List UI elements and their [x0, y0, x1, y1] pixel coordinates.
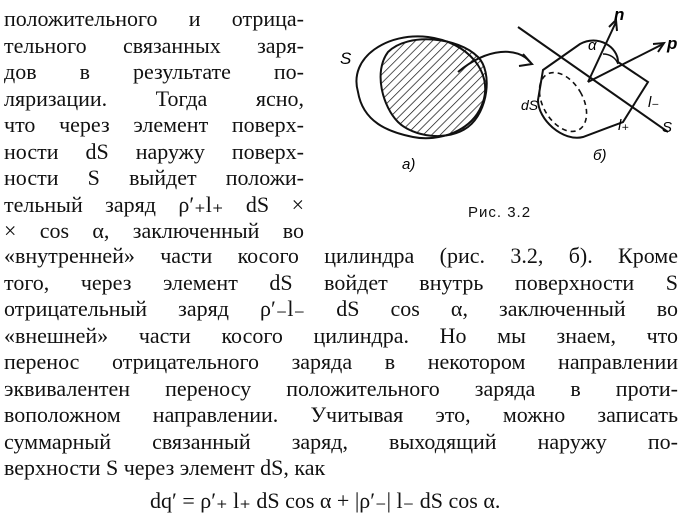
- text-line: × cos α, заключенный во: [4, 218, 304, 243]
- label-lplus: l₊: [618, 117, 630, 134]
- figure-3-2: [318, 2, 681, 217]
- text-line: ности S выйдет положи-: [4, 165, 304, 190]
- text-line: ляризации. Тогда ясно,: [4, 85, 304, 111]
- text-line: «внешней» части косого цилиндра. Но мы знаем, что: [4, 322, 678, 348]
- text-line: суммарный связанный заряд, выходящий наружу по-: [4, 428, 678, 454]
- label-a: а): [402, 156, 416, 173]
- text-line: верхности S через элемент dS, как: [4, 455, 326, 480]
- label-p: p: [667, 34, 678, 53]
- text-line: дов в результате по-: [4, 59, 304, 84]
- text-line: эквивалентен переносу положительного заряда в проти-: [4, 375, 678, 401]
- text-line: отрицательный заряд ρ′₋l₋ dS cos α, заключенный во: [4, 296, 678, 321]
- label-b: б): [593, 147, 607, 164]
- text-line: что через элемент поверх-: [4, 112, 304, 137]
- formula: dq′ = ρ′₊ l₊ dS cos α + |ρ′₋| l₋ dS cos α.: [150, 488, 501, 513]
- figure-caption: Рис. 3.2: [468, 204, 532, 221]
- label-alpha: α: [588, 37, 597, 54]
- wrapped-paragraph: [4, 6, 304, 245]
- text-line: ности dS наружу поверх-: [4, 138, 304, 164]
- full-paragraph: [4, 243, 678, 482]
- label-lminus: l₋: [648, 94, 660, 111]
- label-s: S: [340, 49, 352, 68]
- label-ds: dS: [521, 97, 539, 113]
- cylinder-outline: [538, 40, 648, 137]
- text-line: положительного и отрица-: [4, 6, 304, 31]
- text-line: «внутренней» части косого цилиндра (рис. 3.2, б). Кроме: [4, 243, 678, 268]
- figure-drawing: [318, 2, 681, 217]
- text-line: перенос отрицательного заряда в некотором направлении: [4, 349, 678, 374]
- polarization-vector: [588, 44, 663, 82]
- label-right-s: S: [662, 119, 673, 136]
- label-n: n: [614, 5, 625, 24]
- text-line: воположном направлении. Учитывая это, можно записать: [4, 402, 678, 427]
- text-line: того, через элемент dS войдет внутрь поверхности S: [4, 269, 678, 295]
- text-line: тельного связанных заря-: [4, 32, 304, 58]
- text-line: тельный заряд ρ′₊l₊ dS ×: [4, 191, 304, 217]
- surface-element-hatched: [381, 39, 487, 136]
